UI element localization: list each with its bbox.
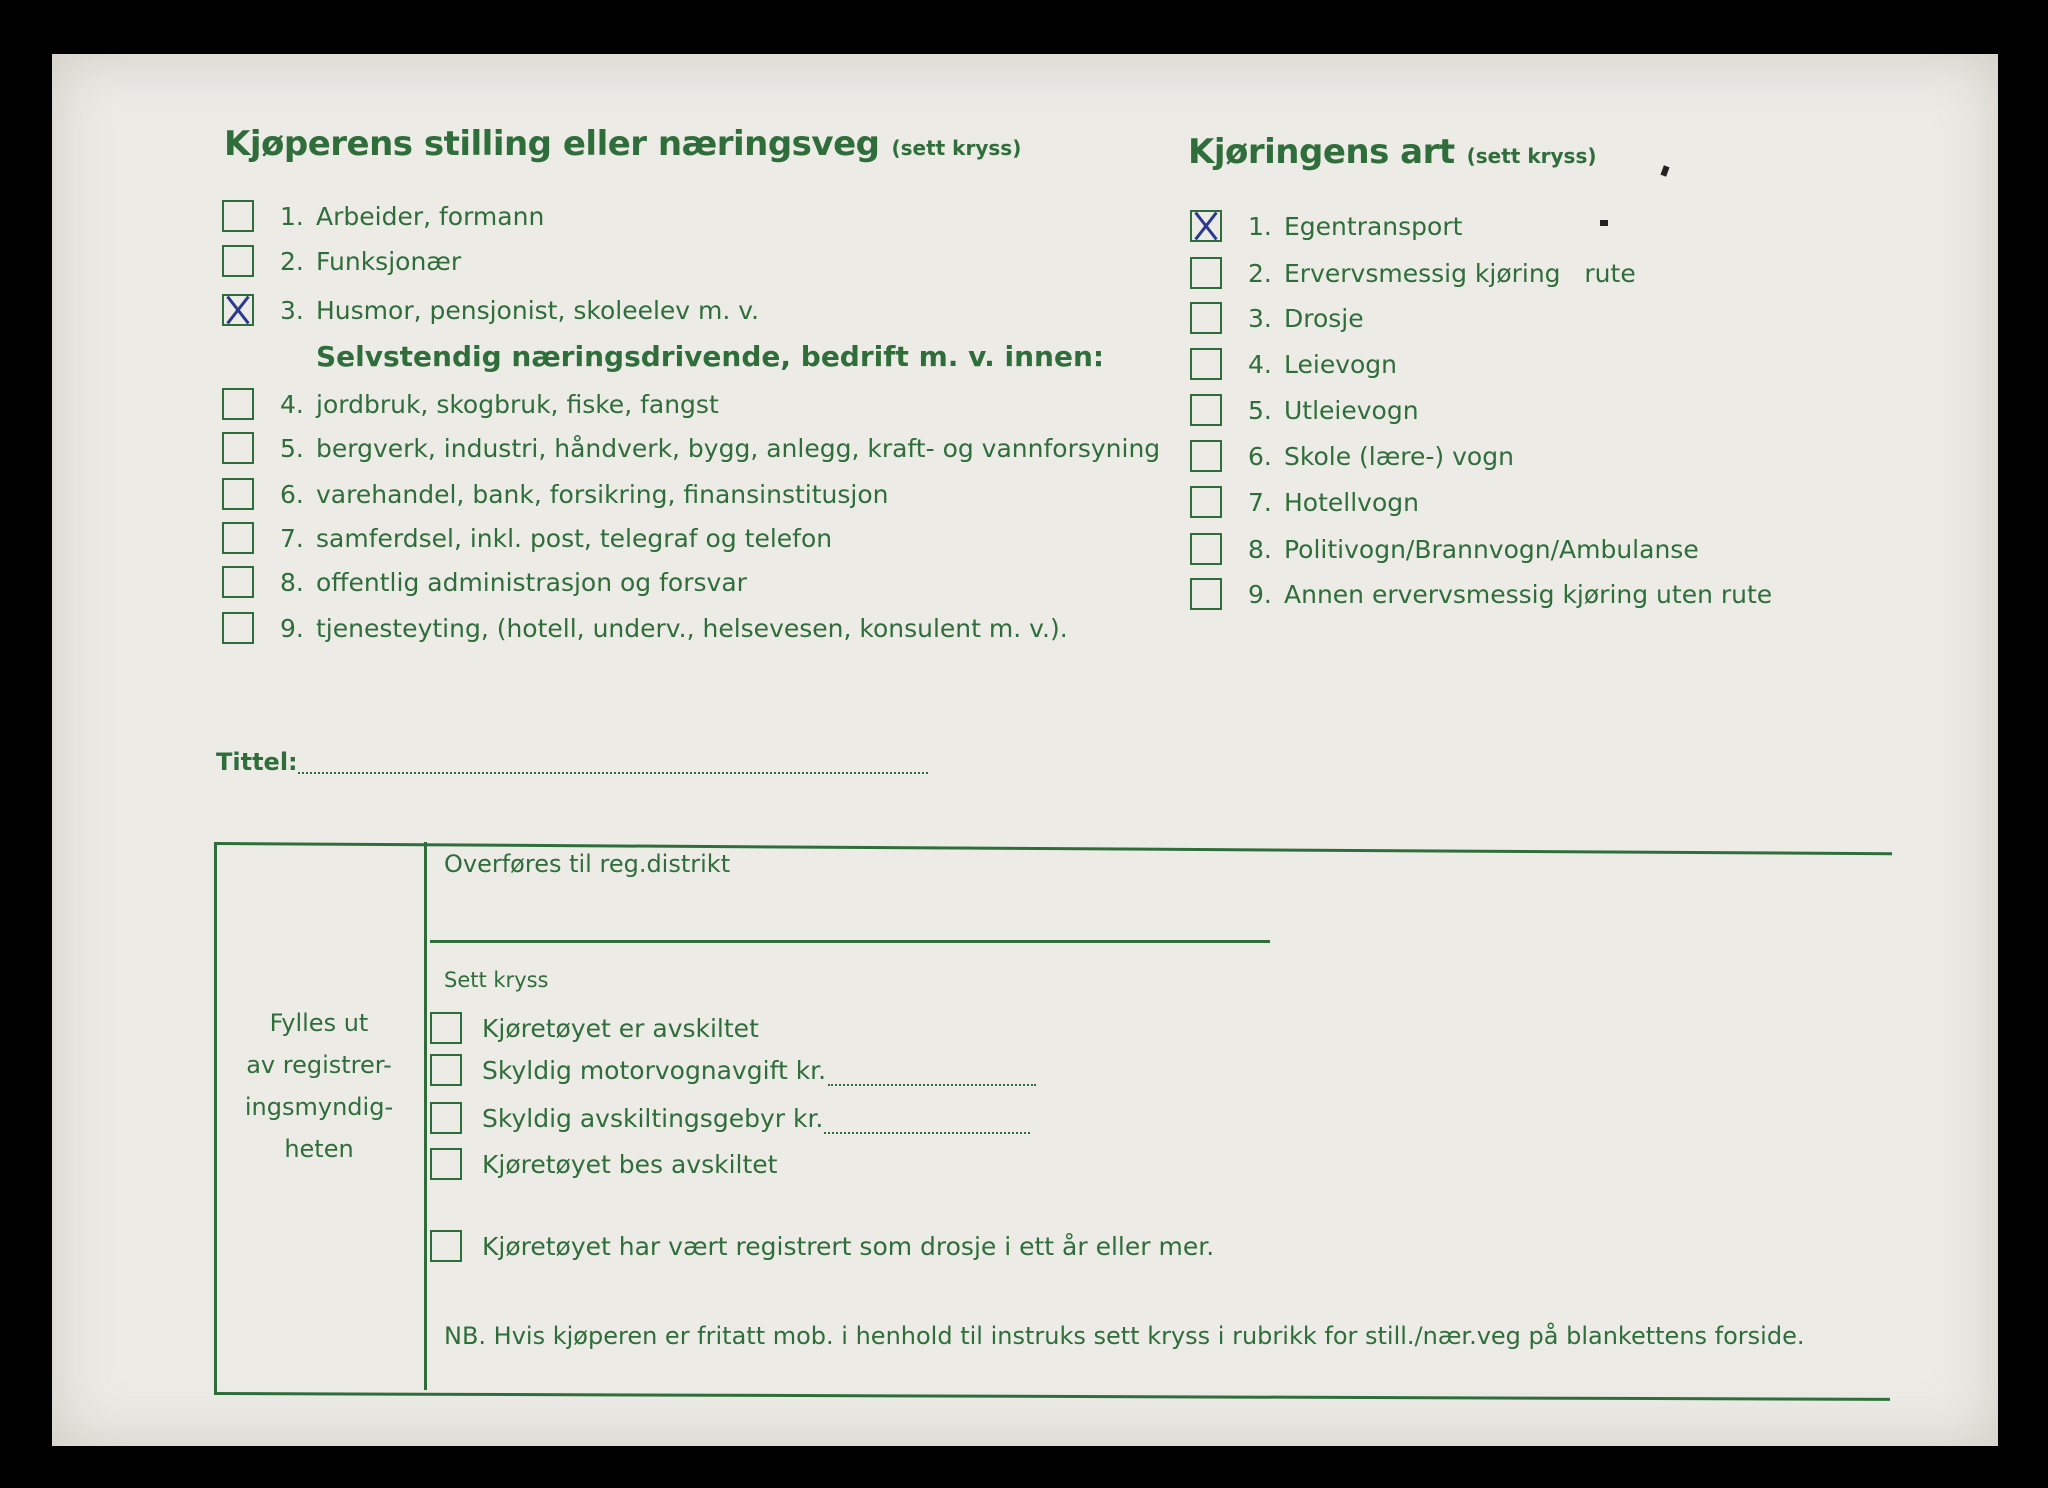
- option-label: Arbeider, formann: [316, 201, 545, 231]
- driving-option-6[interactable]: [1190, 436, 1514, 476]
- option-number: 2.: [1248, 258, 1272, 288]
- occupation-option-2[interactable]: [222, 241, 461, 281]
- occupation-option-5[interactable]: [222, 428, 1160, 468]
- option-number: 9.: [1248, 579, 1272, 609]
- checkbox[interactable]: [430, 1230, 462, 1262]
- option-number: 8.: [1248, 534, 1272, 564]
- checkbox[interactable]: [430, 1054, 462, 1086]
- option-number: 7.: [280, 523, 304, 553]
- option-number: 5.: [280, 433, 304, 463]
- taxi-registered-check[interactable]: [430, 1226, 1214, 1266]
- checkbox[interactable]: [222, 612, 254, 644]
- option-label: tjenesteyting, (hotell, underv., helsevesen, konsulent m. v.).: [316, 613, 1068, 643]
- driving-option-3[interactable]: [1190, 298, 1364, 338]
- driving-option-9[interactable]: [1190, 574, 1772, 614]
- request-deregistration-check[interactable]: [430, 1144, 777, 1184]
- title-label: Tittel:: [216, 748, 298, 776]
- checkbox[interactable]: [1190, 302, 1222, 334]
- occupation-option-4[interactable]: [222, 384, 719, 424]
- occupation-option-3[interactable]: [222, 290, 759, 330]
- option-label: Annen ervervsmessig kjøring uten rute: [1284, 579, 1773, 609]
- checkbox[interactable]: [1190, 578, 1222, 610]
- occupation-option-6[interactable]: [222, 474, 889, 514]
- title-input-line[interactable]: [298, 772, 928, 774]
- check-label: Skyldig motorvognavgift kr.: [482, 1055, 827, 1085]
- option-label: Egentransport: [1284, 211, 1463, 241]
- option-label: Utleievogn: [1284, 395, 1419, 425]
- driving-type-title: Kjøringens art: [1188, 132, 1455, 172]
- driving-type-heading: [1188, 132, 1596, 172]
- checkbox[interactable]: [222, 200, 254, 232]
- driving-option-1[interactable]: [1190, 206, 1462, 246]
- option-number: 5.: [1248, 395, 1272, 425]
- sett-kryss-label: Sett kryss: [444, 968, 549, 992]
- checkbox[interactable]: [1190, 486, 1222, 518]
- driving-option-5[interactable]: [1190, 390, 1419, 430]
- checkbox[interactable]: [222, 566, 254, 598]
- option-label: Husmor, pensjonist, skoleelev m. v.: [316, 295, 760, 325]
- option-label: Skole (lære-) vogn: [1284, 441, 1514, 471]
- option-number: 2.: [280, 246, 304, 276]
- transfer-district-label: Overføres til reg.distrikt: [444, 850, 731, 878]
- option-label: Leievogn: [1284, 349, 1398, 379]
- check-label: Skyldig avskiltingsgebyr kr.: [482, 1103, 824, 1133]
- option-number: 4.: [280, 389, 304, 419]
- occupation-option-1[interactable]: [222, 196, 544, 236]
- side-label-line: av registrer-: [246, 1051, 392, 1079]
- occupation-option-8[interactable]: [222, 562, 747, 602]
- buyer-occupation-note: (sett kryss): [891, 136, 1022, 160]
- side-label-line: ingsmyndig-: [244, 1093, 394, 1121]
- ink-speck: [1600, 220, 1608, 226]
- transfer-district-line[interactable]: [430, 940, 1270, 943]
- checkbox[interactable]: [1190, 394, 1222, 426]
- vehicle-tax-owed-check[interactable]: [430, 1050, 826, 1090]
- option-label: samferdsel, inkl. post, telegraf og telefon: [316, 523, 833, 553]
- option-number: 1.: [1248, 211, 1272, 241]
- checkbox[interactable]: [1190, 533, 1222, 565]
- checkbox[interactable]: [430, 1102, 462, 1134]
- option-number: 3.: [280, 295, 304, 325]
- option-label: Hotellvogn: [1284, 487, 1419, 517]
- option-number: 4.: [1248, 349, 1272, 379]
- deregistered-check[interactable]: [430, 1008, 759, 1048]
- driving-option-8[interactable]: [1190, 529, 1699, 569]
- check-label: Kjøretøyet bes avskiltet: [482, 1149, 778, 1179]
- occupation-option-7[interactable]: [222, 518, 832, 558]
- driving-option-2[interactable]: [1190, 253, 1636, 293]
- box-divider-line: [424, 842, 427, 1390]
- option-label: Ervervsmessig kjøring rute: [1284, 258, 1636, 288]
- option-label: offentlig administrasjon og forsvar: [316, 567, 747, 597]
- option-number: 8.: [280, 567, 304, 597]
- driving-type-note: (sett kryss): [1466, 144, 1597, 168]
- option-number: 7.: [1248, 487, 1272, 517]
- occupation-option-9[interactable]: [222, 608, 1068, 648]
- checkbox[interactable]: [1190, 440, 1222, 472]
- side-label-line: Fylles ut: [269, 1009, 369, 1037]
- check-label: Kjøretøyet har vært registrert som drosje i ett år eller mer.: [482, 1231, 1215, 1261]
- checkbox[interactable]: [222, 245, 254, 277]
- checkbox[interactable]: [1190, 257, 1222, 289]
- option-number: 1.: [280, 201, 304, 231]
- checkbox-checked[interactable]: [1190, 210, 1222, 242]
- deregistration-fee-amount-line[interactable]: [824, 1132, 1030, 1134]
- fill-by-authority-label: [216, 1002, 422, 1170]
- checkbox[interactable]: [430, 1148, 462, 1180]
- checkbox[interactable]: [222, 522, 254, 554]
- option-number: 6.: [280, 479, 304, 509]
- buyer-occupation-title: Kjøperens stilling eller næringsveg: [224, 124, 880, 164]
- checkbox[interactable]: [1190, 348, 1222, 380]
- side-label-line: heten: [284, 1135, 354, 1163]
- driving-option-4[interactable]: [1190, 344, 1397, 384]
- driving-option-7[interactable]: [1190, 482, 1419, 522]
- checkbox-checked[interactable]: [222, 294, 254, 326]
- buyer-occupation-heading: [224, 124, 1021, 164]
- check-label: Kjøretøyet er avskiltet: [482, 1013, 759, 1043]
- checkbox[interactable]: [222, 388, 254, 420]
- option-label: Politivogn/Brannvogn/Ambulanse: [1284, 534, 1699, 564]
- option-number: 6.: [1248, 441, 1272, 471]
- vehicle-tax-amount-line[interactable]: [828, 1084, 1036, 1086]
- option-label: jordbruk, skogbruk, fiske, fangst: [316, 389, 719, 419]
- self-employed-subheading: Selvstendig næringsdrivende, bedrift m. v. innen:: [316, 340, 1105, 373]
- checkbox[interactable]: [222, 478, 254, 510]
- deregistration-fee-owed-check[interactable]: [430, 1098, 823, 1138]
- nb-note: NB. Hvis kjøperen er fritatt mob. i henhold til instruks sett kryss i rubrikk for still./nær.veg på blankettens forside.: [444, 1322, 1805, 1350]
- option-number: 9.: [280, 613, 304, 643]
- checkbox[interactable]: [222, 432, 254, 464]
- option-label: Funksjonær: [316, 246, 462, 276]
- option-number: 3.: [1248, 303, 1272, 333]
- option-label: bergverk, industri, håndverk, bygg, anlegg, kraft- og vannforsyning: [316, 433, 1161, 463]
- option-label: Drosje: [1284, 303, 1364, 333]
- checkbox[interactable]: [430, 1012, 462, 1044]
- option-label: varehandel, bank, forsikring, finansinstitusjon: [316, 479, 889, 509]
